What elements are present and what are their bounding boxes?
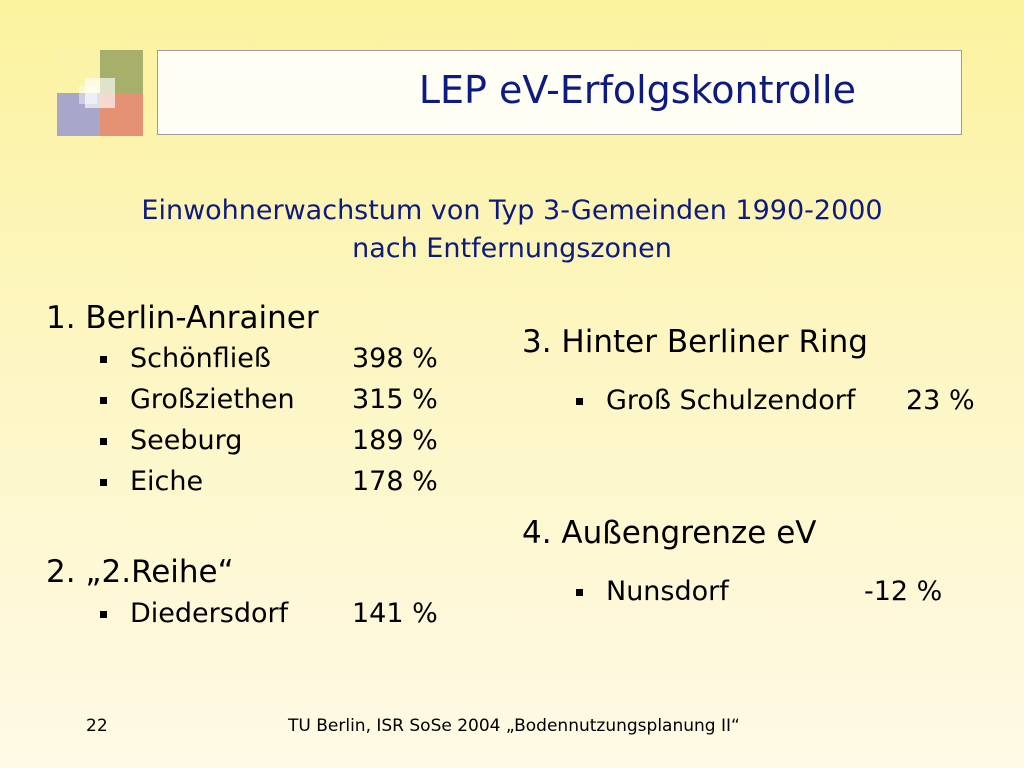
- logo-inner-overlay: [79, 86, 97, 104]
- bullet-icon: [100, 397, 107, 404]
- item-name: Seeburg: [130, 425, 243, 456]
- item-value: 189 %: [352, 425, 438, 456]
- bullet-icon: [100, 479, 107, 486]
- item-name: Diedersdorf: [130, 598, 289, 629]
- item-name: Nunsdorf: [606, 576, 729, 607]
- slide-subtitle: [0, 192, 1024, 268]
- item-name: Groß Schulzendorf: [606, 385, 856, 416]
- bullet-icon: [100, 611, 107, 618]
- section-heading-hinter-berliner-ring: 3. Hinter Berliner Ring: [522, 324, 868, 360]
- footer-text: TU Berlin, ISR SoSe 2004 „Bodennutzungsplanung II“: [288, 716, 740, 736]
- section-heading-berlin-anrainer: 1. Berlin-Anrainer: [46, 300, 319, 336]
- item-value: 178 %: [352, 466, 438, 497]
- item-value: 141 %: [352, 598, 438, 629]
- section-heading-2-reihe: 2. „2.Reihe“: [46, 554, 234, 590]
- item-value: 315 %: [352, 384, 438, 415]
- item-value: 398 %: [352, 343, 438, 374]
- subtitle-line-1: Einwohnerwachstum von Typ 3-Gemeinden 1990-2000: [141, 195, 883, 226]
- item-name: Großziethen: [130, 384, 295, 415]
- bullet-icon: [576, 398, 583, 405]
- subtitle-line-2: nach Entfernungszonen: [352, 233, 672, 264]
- section-heading-aussengrenze-ev: 4. Außengrenze eV: [522, 515, 817, 551]
- item-name: Schönfließ: [130, 343, 271, 374]
- bullet-icon: [576, 589, 583, 596]
- item-value: -12 %: [864, 576, 943, 607]
- bullet-icon: [100, 438, 107, 445]
- slide-title: LEP eV-Erfolgskontrolle: [418, 68, 856, 112]
- item-name: Eiche: [130, 466, 204, 497]
- bullet-icon: [100, 356, 107, 363]
- slide-logo: [57, 50, 143, 136]
- item-value: 23 %: [906, 385, 975, 416]
- page-number: 22: [86, 716, 108, 736]
